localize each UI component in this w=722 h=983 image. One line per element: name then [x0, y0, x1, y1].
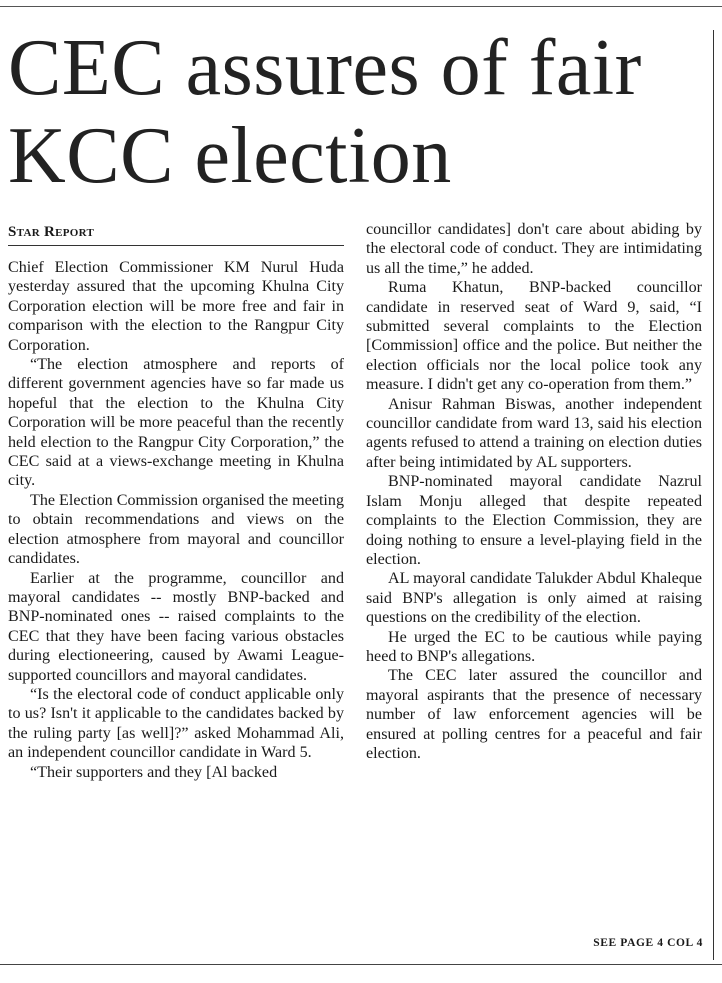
headline: CEC assures of fair KCC election [8, 24, 642, 200]
paragraph: BNP-nominated mayoral candidate Nazrul Islam Monju alleged that despite repeated complaints to the Election Commission, they are doing nothing to ensure a level-playing field in the election. [366, 473, 702, 568]
paragraph: councillor candidates] don't care about abiding by the electoral code of conduct. They are intimidating us all the time,” he added. [366, 221, 702, 277]
paragraph: Anisur Rahman Biswas, another independent councillor candidate from ward 13, said his election agents refused to attend a training on election duties after being intimidated by AL supporters. [366, 395, 702, 471]
article-column-1 [8, 258, 344, 782]
paragraph: “The election atmosphere and reports of different government agencies have so far made us hopeful that the election to the Khulna City Corporation will be more peaceful than the recently held election to the Rangpur City Corporation,” the CEC said at a views-exchange meeting in Khulna city. [8, 356, 344, 490]
paragraph: AL mayoral candidate Talukder Abdul Khaleque said BNP's allegation is only aimed at raising questions on the credibility of the election. [366, 570, 702, 627]
paragraph: Ruma Khatun, BNP-backed councillor candidate in reserved seat of Ward 9, said, “I submitted several complaints to the Election [Commission] office and the police. But neither the election officials nor the local police took any measure. I didn't get any co-operation from them.” [366, 279, 702, 394]
paragraph: He urged the EC to be cautious while paying heed to BNP's allegations. [366, 628, 702, 665]
column-rule [713, 30, 714, 960]
paragraph: Chief Election Commissioner KM Nurul Huda yesterday assured that the upcoming Khulna City Corporation election will be more free and fair in comparison with the election to the Rangpur City Corporation. [8, 259, 344, 354]
continuation-note: SEE PAGE 4 COL 4 [593, 937, 703, 949]
paragraph: The CEC later assured the councillor and mayoral aspirants that the presence of necessary number of law enforcement agencies will be ensured at polling centres for a peaceful and fair election. [366, 667, 702, 762]
bottom-rule [0, 964, 722, 965]
article-column-2 [366, 220, 702, 763]
byline: Star Report [8, 224, 344, 246]
paragraph: The Election Commission organised the meeting to obtain recommendations and views on the election atmosphere from mayoral and councillor candidates. [8, 491, 344, 568]
paragraph: “Their supporters and they [Al backed [30, 763, 278, 781]
paragraph: Earlier at the programme, councillor and mayoral candidates -- mostly BNP-backed and BNP-nominated ones -- raised complaints to the CEC that they have been facing various obstacles during electioneering, caused by Awami League-supported councillors and mayoral candidates. [8, 569, 344, 684]
top-rule [0, 6, 722, 7]
paragraph: “Is the electoral code of conduct applicable only to us? Isn't it applicable to the candidates backed by the ruling party [as well]?” asked Mohammad Ali, an independent councillor candidate in Ward 5. [8, 685, 344, 762]
